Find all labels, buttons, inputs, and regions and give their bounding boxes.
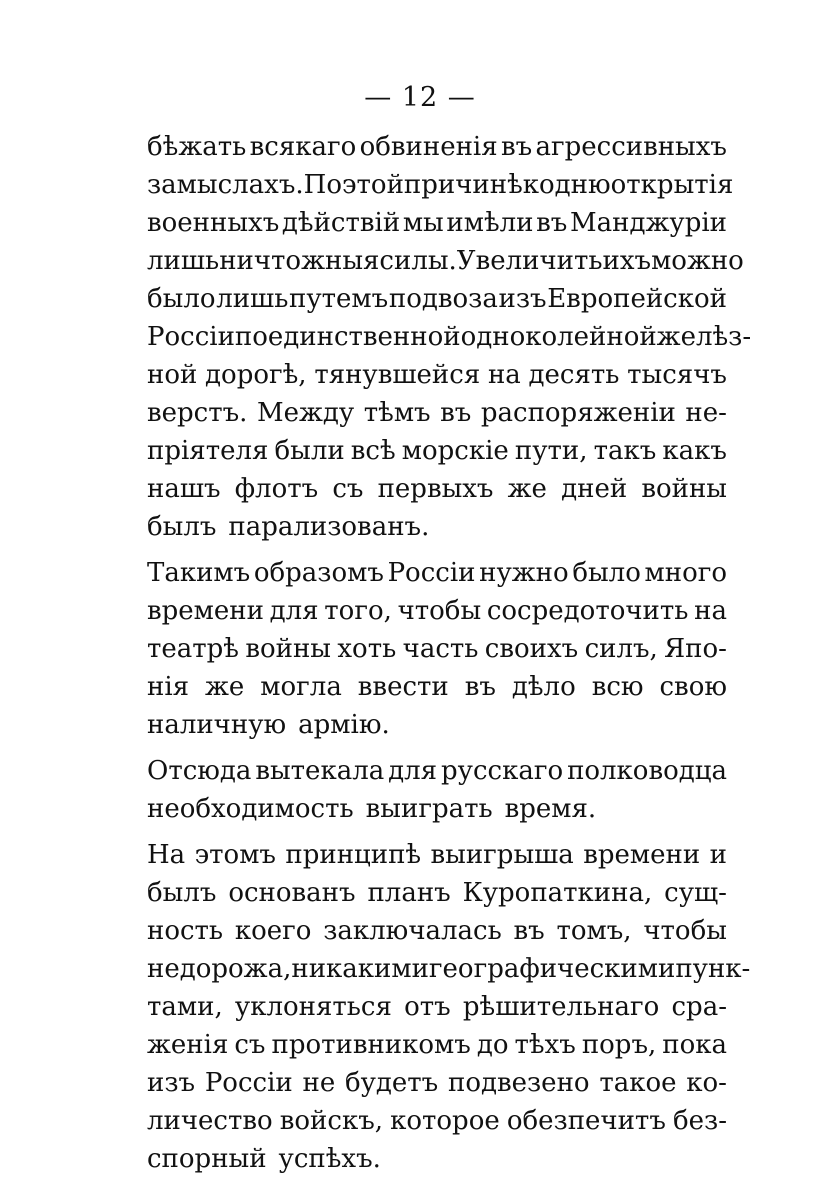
text-line: наличную армію. [147, 710, 390, 740]
text-line: замыслахъ. По этой причинѣ ко дню открытія [147, 170, 734, 200]
text-line: верстъ. Между тѣмъ въ распоряженіи не- [147, 398, 727, 428]
text-line: Отсюда вытекала для русскаго полководца [147, 756, 727, 786]
body-text [147, 128, 752, 1186]
page-number: — 12 — [364, 82, 476, 113]
text-line: бѣжать всякаго обвиненія въ агрессивныхъ [147, 132, 727, 162]
text-line: было лишь путемъ подвоза изъ Европейской [147, 284, 727, 314]
paragraph [147, 752, 727, 828]
text-line: лишь ничтожныя силы. Увеличить ихъ можно [147, 246, 744, 276]
text-line: личество войскъ, которое обезпечитъ без- [147, 1106, 727, 1136]
text-line: необходимость выиграть время. [147, 794, 597, 824]
text-line: времени для того, чтобы сосредоточить на [147, 596, 727, 626]
text-line: На этомъ принципѣ выигрыша времени и [147, 840, 727, 870]
text-line: нашъ флотъ съ первыхъ же дней войны [147, 474, 727, 504]
text-line: женія съ противникомъ до тѣхъ поръ, пока [147, 1030, 727, 1060]
text-line: театрѣ войны хоть часть своихъ силъ, Япо- [147, 634, 727, 664]
text-line: спорный успѣхъ. [147, 1144, 381, 1174]
text-line: нія же могла ввести въ дѣло всю свою [147, 672, 727, 702]
text-line: военныхъ дѣйствій мы имѣли въ Манджуріи [147, 208, 727, 238]
text-line: тами, уклоняться отъ рѣшительнаго сра- [147, 992, 727, 1022]
paragraph [147, 128, 752, 546]
text-line: изъ Россіи не будетъ подвезено такое ко- [147, 1068, 727, 1098]
paragraph [147, 836, 751, 1178]
paragraph [147, 554, 727, 744]
text-line: былъ основанъ планъ Куропаткина, сущ- [147, 878, 727, 908]
text-line: ность коего заключалась въ томъ, чтобы [147, 916, 727, 946]
text-line: Россіи по единственной одноколейной желѣз- [147, 322, 752, 352]
text-line: Такимъ образомъ Россіи нужно было много [147, 558, 727, 588]
text-line: былъ парализованъ. [147, 512, 430, 542]
text-line: ной дорогѣ, тянувшейся на десять тысячъ [147, 360, 727, 390]
text-line: не дорожа, никакими географическими пунк- [147, 954, 751, 984]
text-line: пріятеля были всѣ морскіе пути, такъ какъ [147, 436, 727, 466]
